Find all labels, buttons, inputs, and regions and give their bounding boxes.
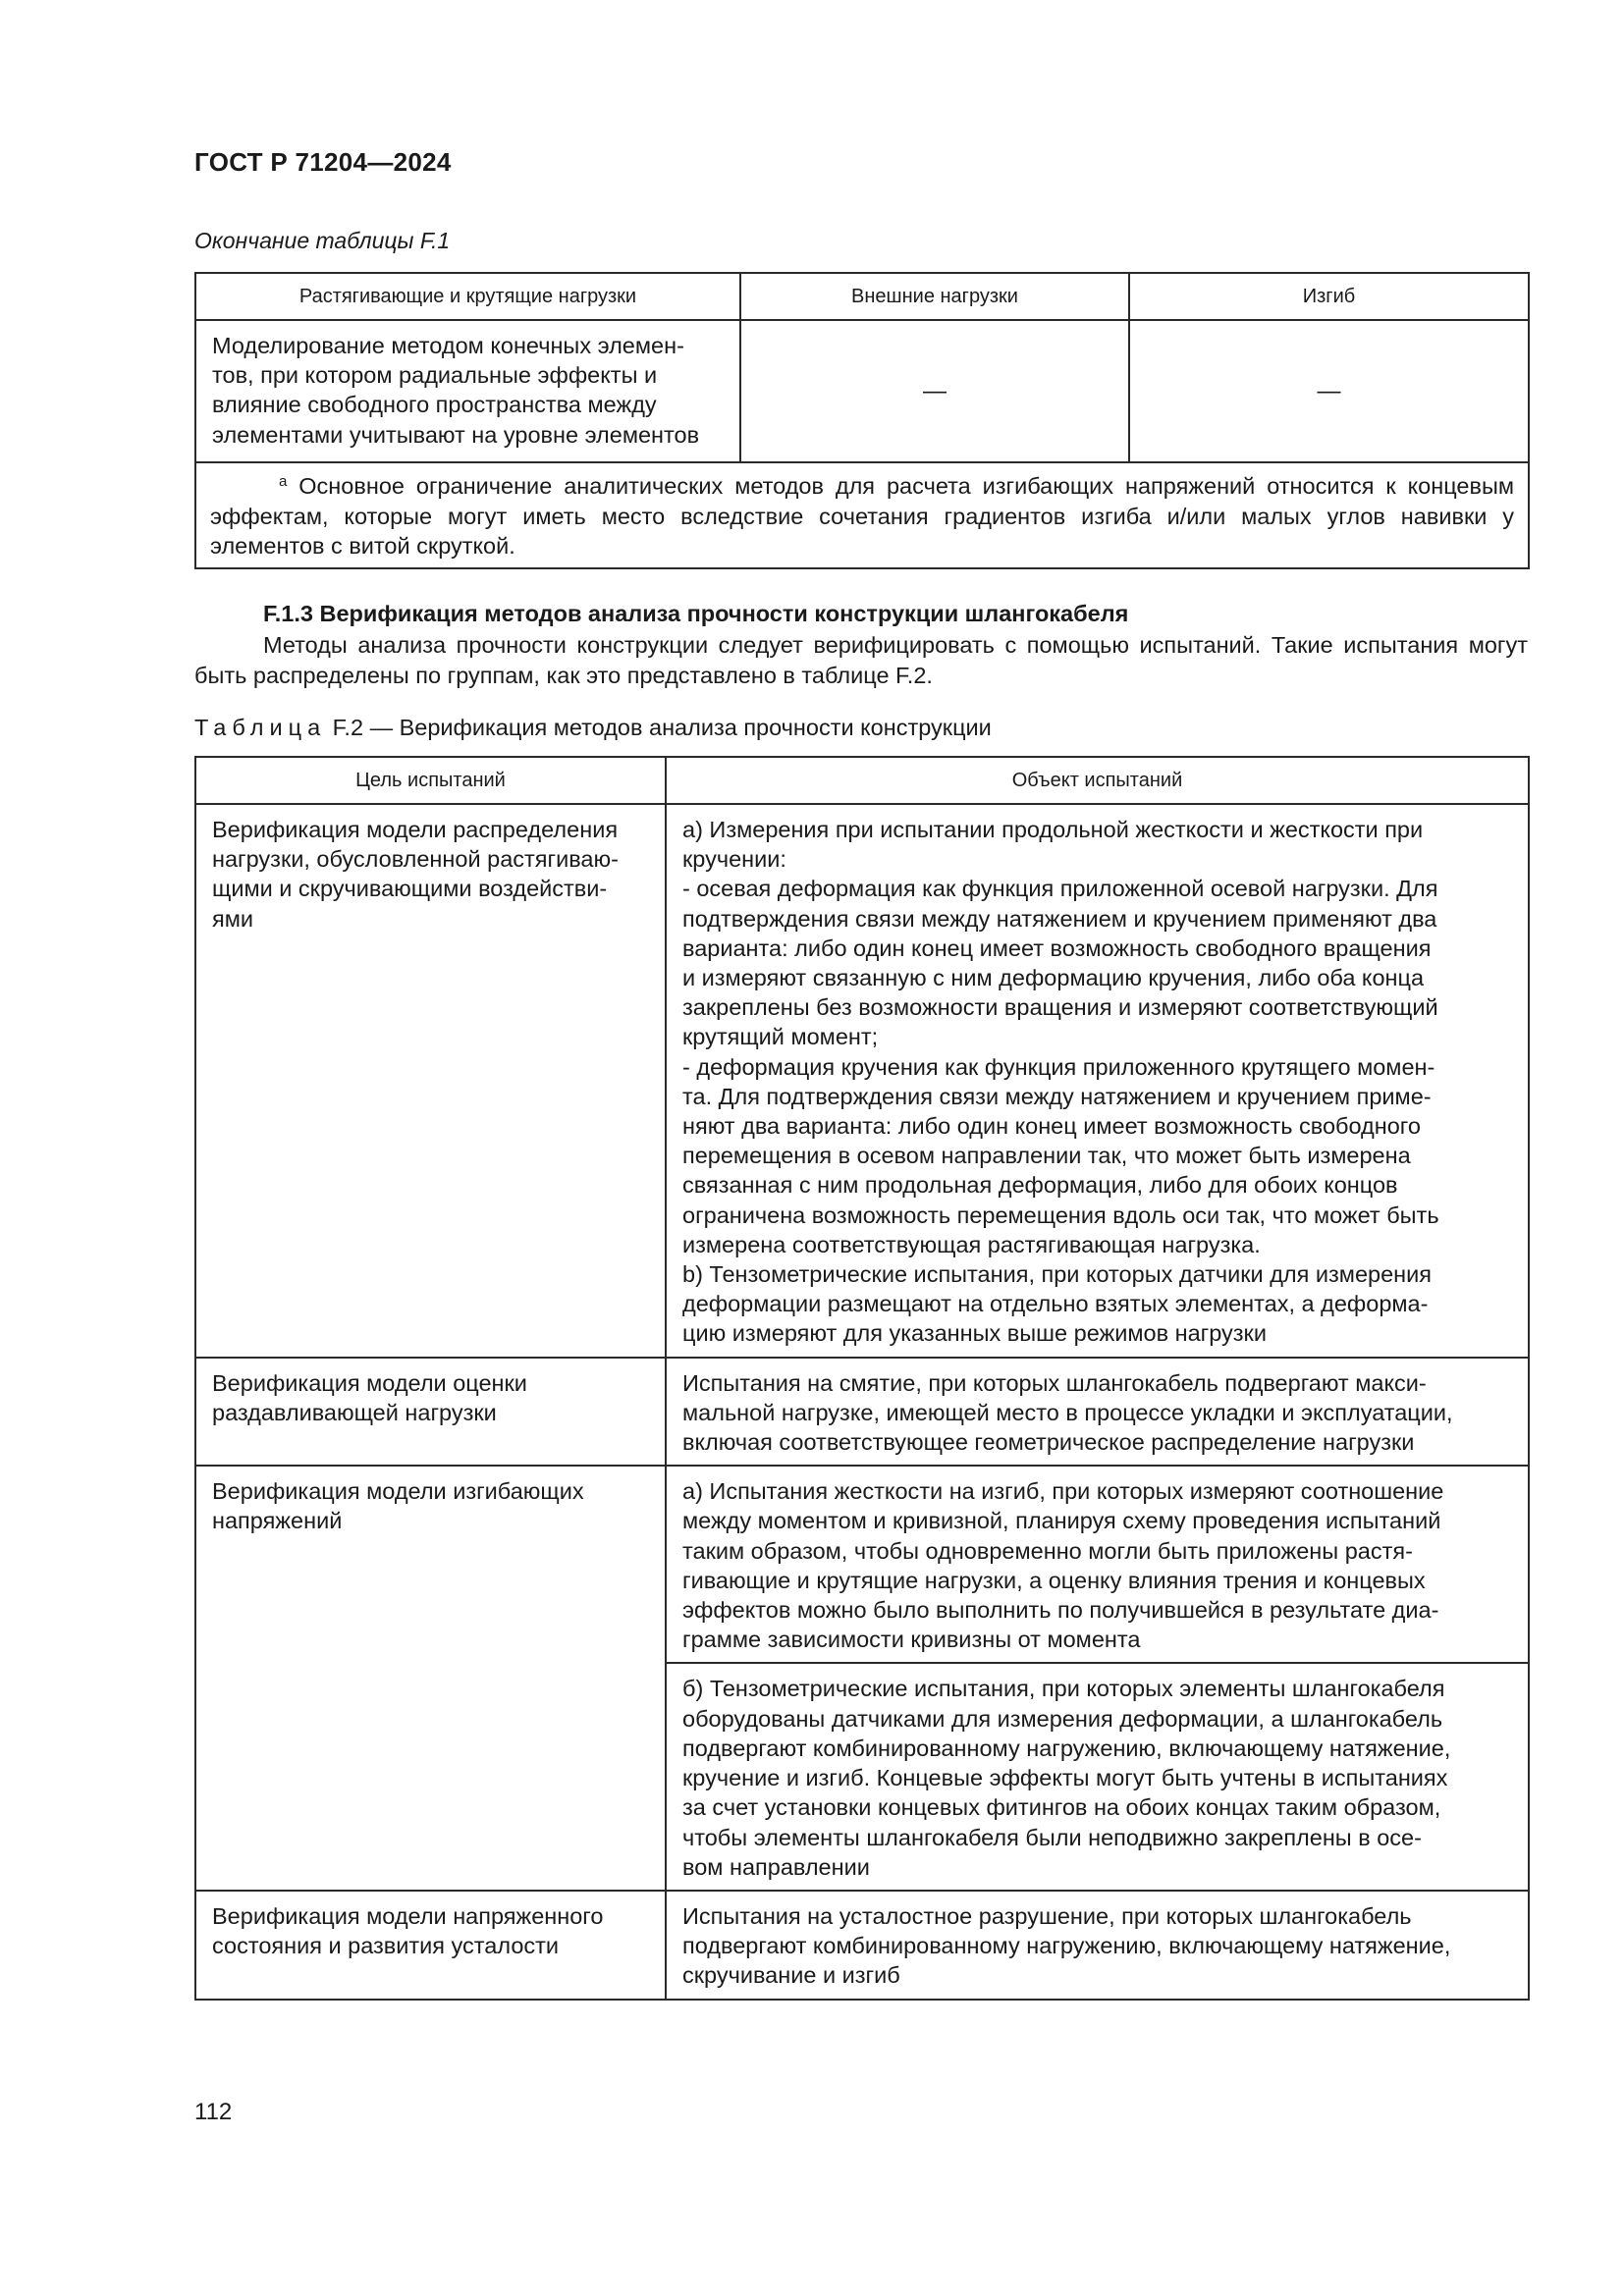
table-row (195, 1466, 1529, 1663)
section-title: F.1.3 Верификация методов анализа прочности конструкции шлангокабеля (263, 601, 1129, 626)
table-f2-object-cell: а) Измерения при испытании продольной жесткости и жесткости при кручении: - осевая деформация как функция приложенной осевой нагрузки. Для подтверждения связи между натяжением и кручением применяют два варианта: либо один конец имеет возможность свободного вращения и измеряют связанную с ним деформацию кручения, либо оба конца закреплены без возможности вращения и измеряют соответствующий крутящий момент; - деформация кручения как функция приложенного крутящего момен- та. Для подтверждения связи между натяжением и кручением приме- няют два варианта: либо один конец имеет возможность свободного перемещения в осевом направлении так, что может быть измерена связанная с ним продольная деформация, либо для обоих концов ограничена возможность перемещения вдоль оси так, что может быть измерена соответствующая растягивающая нагрузка. b) Тензометрические испытания, при которых датчики для измерения деформации размещают на отдельно взятых элементах, а деформа- цию измеряют для указанных выше режимов нагрузки (666, 804, 1529, 1358)
table-row (195, 1891, 1529, 2000)
table-f1-cell-external: — (740, 320, 1129, 462)
table-f1 (194, 272, 1530, 569)
table-f1-header-bending: Изгиб (1129, 273, 1529, 320)
table-f2-object-cell: б) Тензометрические испытания, при которых элементы шлангокабеля оборудованы датчиками для измерения деформации, а шлангокабель подвергают комбинированному нагружению, включающему натяжение, кручение и изгиб. Концевые эффекты могут быть учтены в испытаниях за счет установки концевых фитингов на обоих концах таким образом, чтобы элементы шлангокабеля были неподвижно закреплены в осе- вом направлении (666, 1663, 1529, 1890)
table-f2-object-cell: Испытания на смятие, при которых шлангокабель подвергают макси- мальной нагрузке, имеющей место в процессе укладки и эксплуатации, включая соответствующее геометрическое распределение нагрузки (666, 1358, 1529, 1467)
section-paragraph: Методы анализа прочности конструкции следует верифицировать с помощью испытаний. Такие испытания могут быть распределены по группам, как это представлено в таблице F.2. (194, 632, 1528, 688)
page-number: 112 (194, 2099, 233, 2125)
table-f2-goal-cell: Верификация модели напряженного состояния и развития усталости (195, 1891, 666, 2000)
table-f1-header-external-loads: Внешние нагрузки (740, 273, 1129, 320)
table-f1-header-tension-torsion: Растягивающие и крутящие нагрузки (195, 273, 740, 320)
table-f2-header-goal: Цель испытаний (195, 757, 666, 804)
table-f2 (194, 756, 1530, 2001)
table-row (195, 320, 1529, 462)
table-f1-footnote-row (195, 462, 1529, 568)
footnote-text: Основное ограничение аналитических методов для расчета изгибающих напряжений относится к концевым эффектам, которые могут иметь место вследствие сочетания градиентов изгиба и/или малых углов навивки у элементов с витой скруткой. (210, 473, 1514, 559)
table-f1-continuation-caption: Окончание таблицы F.1 (194, 228, 451, 253)
table-f2-caption (194, 715, 992, 741)
document-header: ГОСТ Р 71204—2024 (194, 147, 452, 177)
table-f1-footnote (195, 462, 1529, 568)
footnote-marker: а (279, 473, 288, 490)
table-row (195, 804, 1529, 1358)
table-f2-object-cell: Испытания на усталостное разрушение, при которых шлангокабель подвергают комбинированному нагружению, включающему натяжение, скручивание и изгиб (666, 1891, 1529, 2000)
table-f2-goal-cell: Верификация модели оценки раздавливающей нагрузки (195, 1358, 666, 1467)
table-row (195, 1358, 1529, 1467)
table-f1-cell-bending: — (1129, 320, 1529, 462)
table-f2-goal-cell: Верификация модели изгибающих напряжений (195, 1466, 666, 1891)
table-f2-header-object: Объект испытаний (666, 757, 1529, 804)
table-f1-cell-method: Моделирование методом конечных элемен- тов, при котором радиальные эффекты и влияние свободного пространства между элементами учитывают на уровне элементов (195, 320, 740, 462)
table-f1-header-row (195, 273, 1529, 320)
table-f2-object-cell: а) Испытания жесткости на изгиб, при которых измеряют соотношение между моментом и кривизной, планируя схему проведения испытаний таким образом, чтобы одновременно могли быть приложены растя- гивающие и крутящие нагрузки, а оценку влияния трения и концевых эффектов можно было выполнить по получившейся в результате диа- грамме зависимости кривизны от момента (666, 1466, 1529, 1663)
table-f2-caption-text: F.2 — Верификация методов анализа прочности конструкции (326, 715, 992, 740)
table-f2-caption-label: Таблица (194, 715, 327, 740)
table-f2-header-row (195, 757, 1529, 804)
table-f2-goal-cell: Верификация модели распределения нагрузки, обусловленной растягиваю- щими и скручивающими воздействи- ями (195, 804, 666, 1358)
